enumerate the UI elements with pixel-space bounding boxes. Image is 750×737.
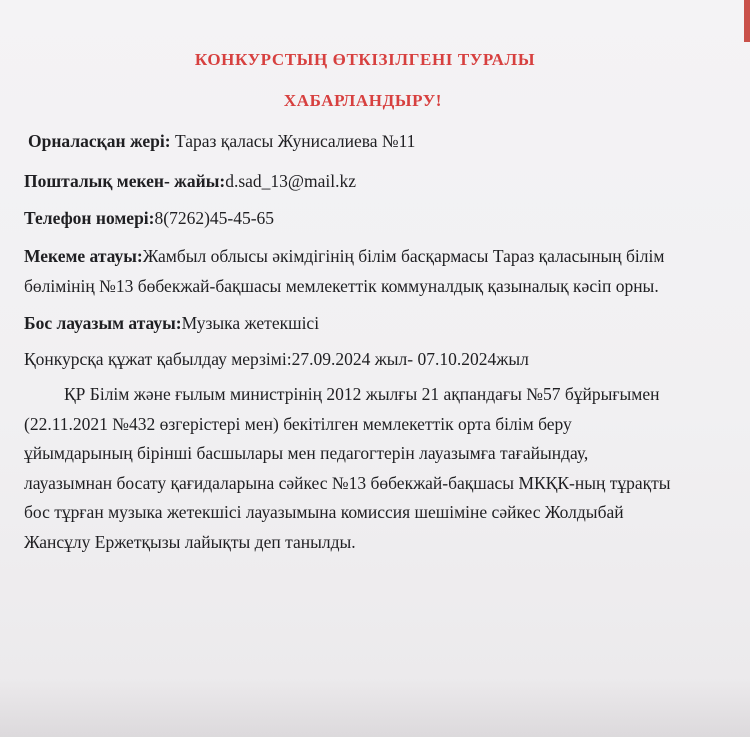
paragraph-line: бос тұрған музыка жетекшісі лауазымына комиссия шешіміне сәйкес Жолдыбай — [24, 502, 624, 522]
location-value: Тараз қаласы Жунисалиева №11 — [170, 131, 416, 151]
postal-label: Пошталық мекен- жайы: — [24, 171, 226, 191]
paragraph-line: ҚР Білім және ғылым министрінің 2012 жылғы 21 ақпандағы №57 бұйрығымен — [64, 384, 660, 404]
deadline-row — [24, 349, 529, 370]
phone-row — [24, 208, 274, 229]
vacancy-label: Бос лауазым атауы: — [24, 313, 182, 333]
postal-value: d.sad_13@mail.kz — [225, 171, 357, 191]
paragraph-line: (22.11.2021 №432 өзгерістері мен) бекітілген мемлекеттік орта білім беру — [24, 413, 572, 434]
phone-label: Телефон номері: — [24, 208, 155, 228]
organization-row — [24, 246, 664, 267]
vacancy-row — [24, 313, 319, 334]
phone-value: 8(7262)45-45-65 — [154, 208, 275, 228]
organization-value-line1: Жамбыл облысы әкімдігінің білім басқармасы Тараз қаласының білім — [142, 246, 665, 266]
document-title-line1: КОНКУРСТЫҢ ӨТКІЗІЛГЕНІ ТУРАЛЫ — [194, 50, 536, 69]
vacancy-value: Музыка жетекшісі — [181, 313, 320, 333]
paragraph-line: лауазымнан босату қағидаларына сәйкес №13 бөбекжай-бақшасы МКҚК-ның тұрақты — [24, 472, 671, 493]
paragraph-line: ұйымдарының бірінші басшылары мен педагогтерін лауазымға тағайындау, — [24, 443, 589, 463]
red-frame-edge — [744, 0, 750, 42]
deadline-text: Қонкурсқа құжат қабылдау мерзімі:27.09.2024 жыл- 07.10.2024жыл — [24, 349, 529, 369]
location-row — [28, 131, 415, 152]
postal-row — [24, 171, 356, 192]
paragraph-line: Жансұлу Ержетқызы лайықты деп танылды. — [24, 531, 356, 552]
organization-value-line2: бөлімінің №13 бөбекжай-бақшасы мемлекеттік коммуналдық қазыналық кәсіп орны. — [24, 276, 659, 296]
organization-label: Мекеме атауы: — [24, 246, 143, 266]
document-title-line2: ХАБАРЛАНДЫРУ! — [283, 91, 443, 110]
location-label: Орналасқан жері: — [28, 131, 171, 151]
paper-shadow — [0, 677, 750, 737]
organization-row-continued — [24, 276, 659, 297]
decision-paragraph — [24, 380, 724, 557]
